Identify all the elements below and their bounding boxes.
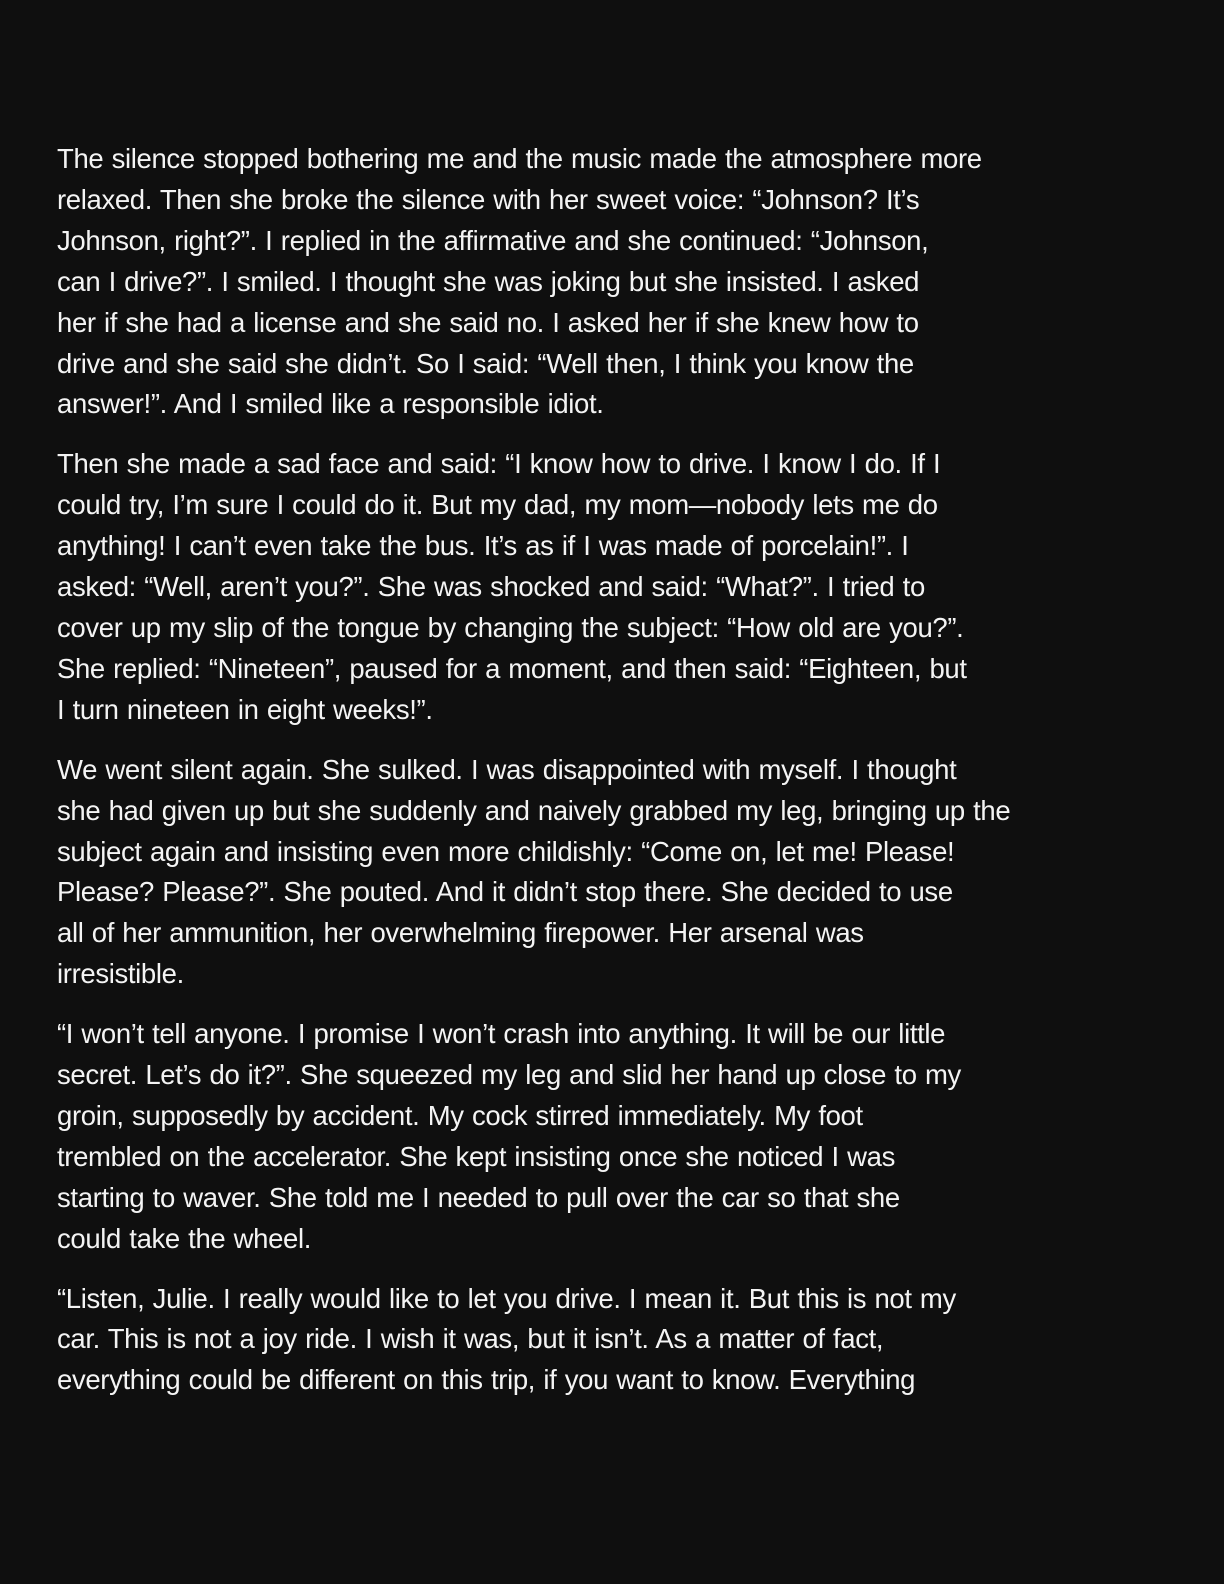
text-line: irresistible. — [57, 958, 184, 990]
text-line: answer!”. And I smiled like a responsible idiot. — [57, 388, 604, 420]
text-line: Then she made a sad face and said: “I know how to drive. I know I do. If I — [57, 448, 941, 480]
text-line: We went silent again. She sulked. I was disappointed with myself. I thought — [57, 753, 957, 785]
text-line: trembled on the accelerator. She kept insisting once she noticed I was — [57, 1140, 895, 1172]
text-line: can I drive?”. I smiled. I thought she was joking but she insisted. I asked — [57, 265, 920, 297]
text-line: subject again and insisting even more childishly: “Come on, let me! Please! — [57, 835, 955, 867]
text-line: drive and she said she didn’t. So I said: “Well then, I think you know the — [57, 347, 914, 379]
paragraph-1 — [57, 139, 1162, 425]
text-line: secret. Let’s do it?”. She squeezed my leg and slid her hand up close to my — [57, 1059, 961, 1091]
text-line: “I won’t tell anyone. I promise I won’t crash into anything. It will be our little — [57, 1018, 946, 1050]
text-line: cover up my slip of the tongue by changing the subject: “How old are you?”. — [57, 611, 964, 643]
paragraph-5 — [57, 1279, 1162, 1402]
text-line: Johnson, right?”. I replied in the affirmative and she continued: “Johnson, — [57, 224, 929, 256]
text-line: I turn nineteen in eight weeks!”. — [57, 693, 433, 725]
text-line: could take the wheel. — [57, 1222, 312, 1254]
document-page — [57, 139, 1162, 1420]
text-line: asked: “Well, aren’t you?”. She was shocked and said: “What?”. I tried to — [57, 571, 925, 603]
text-line: Please? Please?”. She pouted. And it didn’t stop there. She decided to use — [57, 876, 953, 908]
text-line: relaxed. Then she broke the silence with her sweet voice: “Johnson? It’s — [57, 183, 920, 215]
paragraph-2 — [57, 444, 1162, 730]
text-line: anything! I can’t even take the bus. It’s as if I was made of porcelain!”. I — [57, 530, 909, 562]
text-line: she had given up but she suddenly and naively grabbed my leg, bringing up the — [57, 794, 1011, 826]
text-line: could try, I’m sure I could do it. But my dad, my mom—nobody lets me do — [57, 489, 938, 521]
paragraph-4 — [57, 1014, 1162, 1259]
text-line: The silence stopped bothering me and the music made the atmosphere more — [57, 143, 982, 174]
text-line: car. This is not a joy ride. I wish it was, but it isn’t. As a matter of fact, — [57, 1323, 884, 1355]
text-line: starting to waver. She told me I needed to pull over the car so that she — [57, 1181, 900, 1213]
text-line: her if she had a license and she said no. I asked her if she knew how to — [57, 306, 919, 338]
text-line: all of her ammunition, her overwhelming firepower. Her arsenal was — [57, 917, 864, 949]
text-line: She replied: “Nineteen”, paused for a moment, and then said: “Eighteen, but — [57, 652, 967, 684]
text-line: everything could be different on this trip, if you want to know. Everything — [57, 1364, 916, 1396]
paragraph-3 — [57, 750, 1162, 995]
text-line: groin, supposedly by accident. My cock stirred immediately. My foot — [57, 1099, 863, 1131]
text-line: “Listen, Julie. I really would like to let you drive. I mean it. But this is not my — [57, 1282, 956, 1314]
